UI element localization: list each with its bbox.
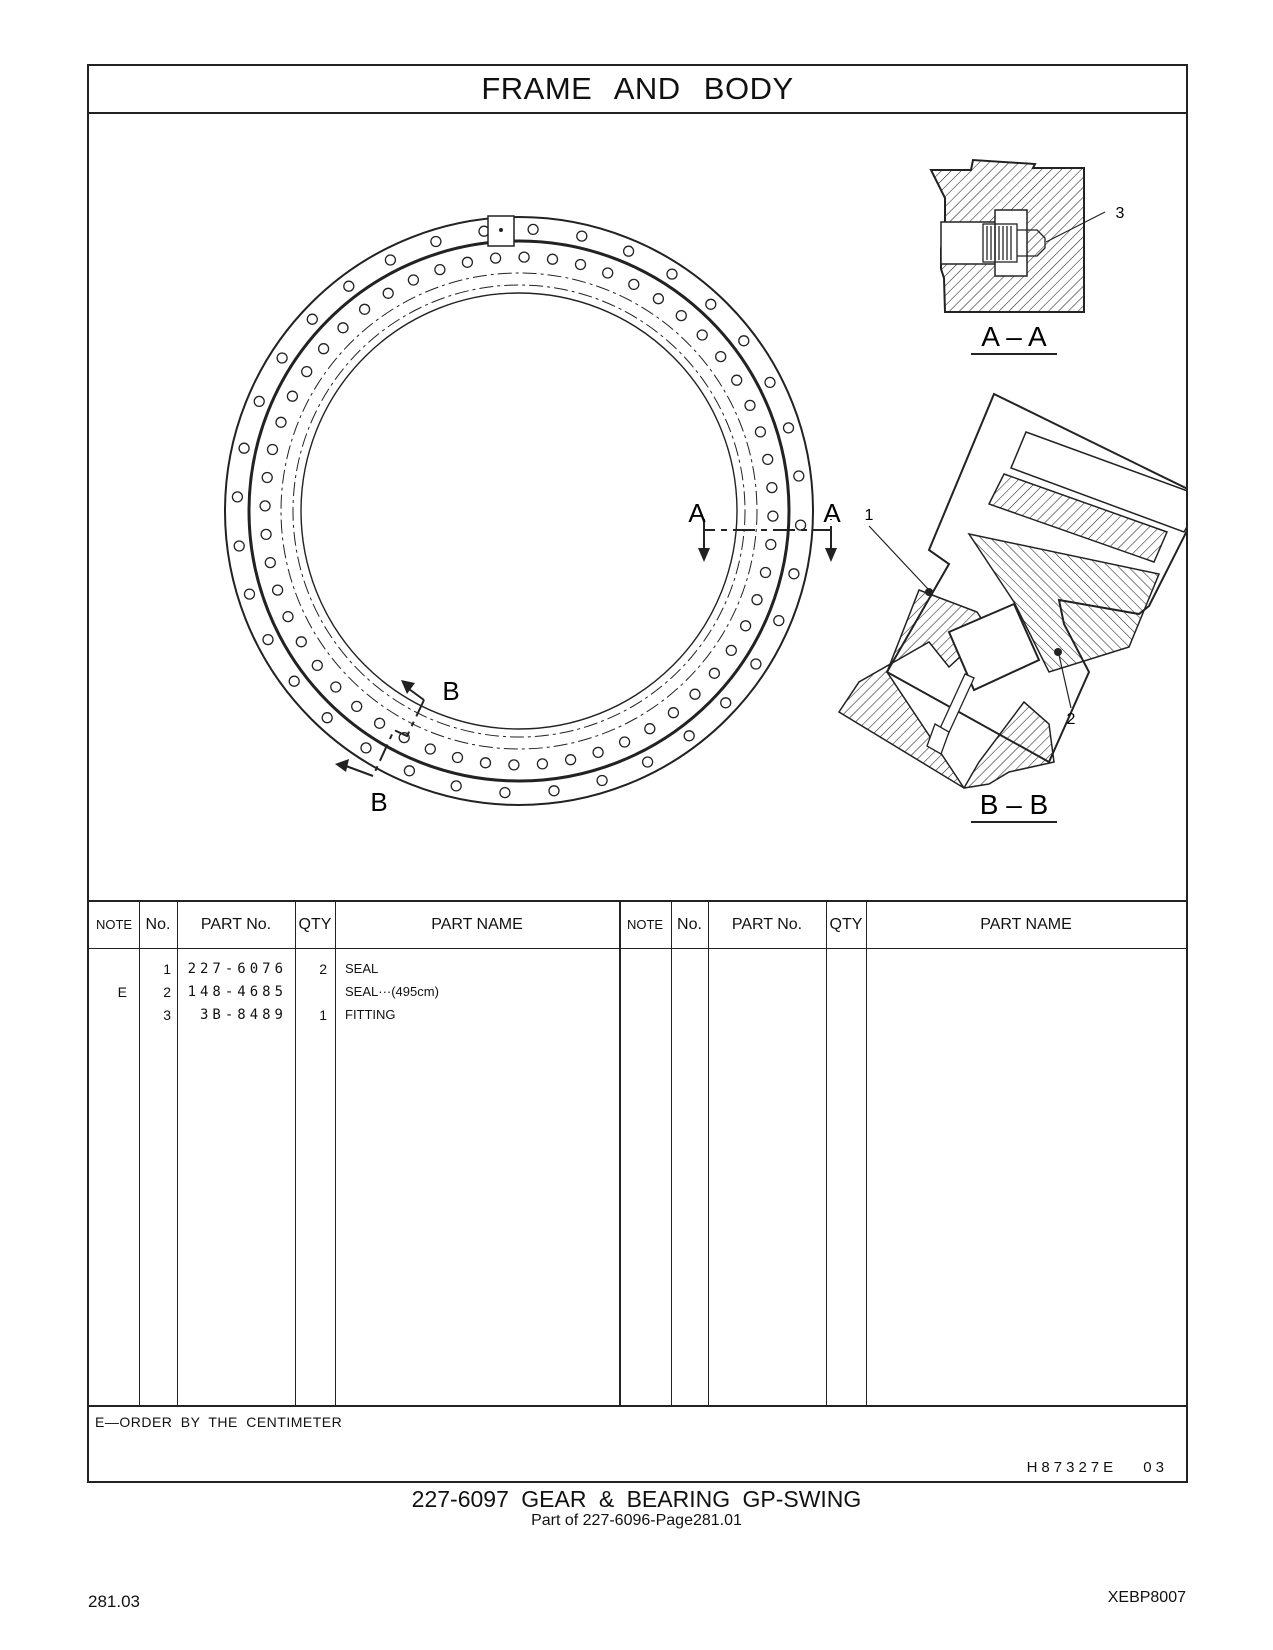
bolt-hole [752,595,762,605]
book-id: XEBP8007 [1107,1589,1186,1606]
bolt-hole [761,568,771,578]
parts-drawing [89,112,1186,900]
bolt-hole [667,269,677,279]
column-header-part-no: PART No. [731,916,803,933]
bolt-hole [794,471,804,481]
cut-label-a-right: A [823,498,841,528]
parts-table [89,900,1186,1407]
bolt-hole [620,737,630,747]
bolt-hole [262,473,272,483]
bolt-hole [763,454,773,464]
cut-label-a-left: A [688,498,706,528]
bolt-hole [755,427,765,437]
bolt-hole [643,757,653,767]
bolt-hole [576,260,586,270]
section-aa-label: A – A [981,321,1047,352]
parts-page-frame [87,64,1188,1483]
bolt-hole [232,492,242,502]
bolt-hole [481,758,491,768]
bolt-hole [322,713,332,723]
bolt-hole [268,445,278,455]
drawing-reference: H87327E 03 [1026,1459,1168,1476]
page-number: 281.03 [88,1592,140,1611]
bolt-hole [375,718,385,728]
bolt-hole [796,520,806,530]
bolt-hole [645,724,655,734]
section-b-cut-line [335,676,460,817]
callout-3: 3 [1115,205,1125,222]
bolt-hole [706,299,716,309]
bolt-hole [697,330,707,340]
bolt-hole [361,743,371,753]
bolt-hole [289,676,299,686]
cut-label-b-upper: B [442,676,460,706]
bolt-hole [239,443,249,453]
bolt-hole [360,304,370,314]
column-divider [671,902,672,1405]
bolt-hole [774,616,784,626]
bolt-hole [404,766,414,776]
bolt-hole [624,246,634,256]
page-title: FRAME AND BODY [89,66,1186,114]
column-header-no: No. [145,916,171,933]
bolt-hole [716,352,726,362]
bolt-hole [283,612,293,622]
bolt-hole [577,231,587,241]
bolt-hole [690,689,700,699]
bolt-hole [408,275,418,285]
bolt-hole [344,281,354,291]
bolt-hole [566,755,576,765]
bolt-hole [766,540,776,550]
column-header-part-name: PART NAME [980,916,1072,933]
header-divider [89,948,1186,949]
row-3-note [89,1004,127,1026]
bolt-hole [653,294,663,304]
bolt-hole [709,668,719,678]
row-1-part-no: 227-6076 [187,961,287,977]
bolt-hole [509,760,519,770]
row-2-note: E [117,984,127,1000]
section-a-cut-line [688,498,841,562]
row-1-no: 1 [163,961,171,977]
row-1-qty: 2 [319,961,327,977]
bolt-hole [302,367,312,377]
group-subtitle: Part of 227-6096-Page281.01 [531,1512,742,1529]
bolt-hole [500,788,510,798]
bolt-hole [319,344,329,354]
column-header-part-name: PART NAME [431,916,523,933]
bolt-hole [732,375,742,385]
row-2-part-name: SEAL···(495cm) [345,984,439,999]
bolt-hole [254,396,264,406]
row-2-qty [295,981,327,1003]
bolt-hole [260,501,270,511]
row-2-no: 2 [163,984,171,1000]
bolt-hole [593,747,603,757]
bolt-hole [668,708,678,718]
bolt-hole [741,621,751,631]
bolt-hole [462,257,472,267]
bolt-hole [273,585,283,595]
section-aa-detail [931,160,1125,354]
bolt-hole [739,336,749,346]
row-3-part-name: FITTING [345,1007,396,1022]
bolt-hole [684,731,694,741]
bolt-hole [549,786,559,796]
bolt-hole [676,311,686,321]
bolt-hole [425,744,435,754]
bolt-hole [726,645,736,655]
column-divider [826,902,827,1405]
bolt-hole [451,781,461,791]
bolt-hole [296,637,306,647]
column-header-part-no: PART No. [200,916,272,933]
bolt-hole [537,759,547,769]
bolt-hole [307,314,317,324]
cut-label-b-lower: B [370,787,388,817]
bolt-hole [765,377,775,387]
bolt-hole [276,417,286,427]
swing-bearing-ring [225,216,813,805]
group-title: 227-6097 GEAR & BEARING GP-SWING [411,1486,862,1512]
bolt-hole [287,391,297,401]
ordering-footnote: E—ORDER BY THE CENTIMETER [95,1414,343,1430]
row-1-note [89,958,127,980]
bolt-hole [338,323,348,333]
row-2-part-no: 148-4685 [187,984,287,1000]
bolt-hole [548,254,558,264]
bolt-hole [767,483,777,493]
column-header-note: NOTE [95,917,133,932]
bolt-hole [234,541,244,551]
bolt-hole [385,255,395,265]
row-1-part-name: SEAL [345,961,379,976]
bolt-hole [352,701,362,711]
bolt-hole [277,353,287,363]
callout-1: 1 [864,507,874,524]
bolt-hole [603,268,613,278]
bolt-hole [519,252,529,262]
bolt-hole [261,529,271,539]
bolt-hole [263,635,273,645]
column-header-note: NOTE [626,917,664,932]
column-divider [335,902,336,1405]
column-divider [619,902,621,1405]
bolt-hole [265,558,275,568]
row-3-qty: 1 [319,1007,327,1023]
callout-2: 2 [1066,711,1076,728]
bolt-hole [721,698,731,708]
bolt-hole [597,776,607,786]
bolt-hole [245,589,255,599]
bolt-hole [751,659,761,669]
row-3-no: 3 [163,1007,171,1023]
column-header-qty: QTY [298,916,332,933]
column-divider [866,902,867,1405]
bolt-hole [784,423,794,433]
bolt-hole [431,237,441,247]
column-header-qty: QTY [829,916,863,933]
bolt-hole [453,753,463,763]
column-header-no: No. [677,916,702,933]
bolt-hole [331,682,341,692]
bolt-hole [768,511,778,521]
bolt-hole [629,279,639,289]
bolt-hole [312,660,322,670]
outer-bolt-holes [232,224,805,797]
column-divider [708,902,709,1405]
section-bb-label: B – B [979,789,1049,820]
bolt-hole [745,400,755,410]
section-bb-detail [839,394,1186,822]
bolt-hole [528,224,538,234]
row-3-part-no: 3B-8489 [199,1007,287,1023]
bolt-hole [383,288,393,298]
bolt-hole [435,265,445,275]
bolt-hole [491,253,501,263]
bolt-hole [789,569,799,579]
